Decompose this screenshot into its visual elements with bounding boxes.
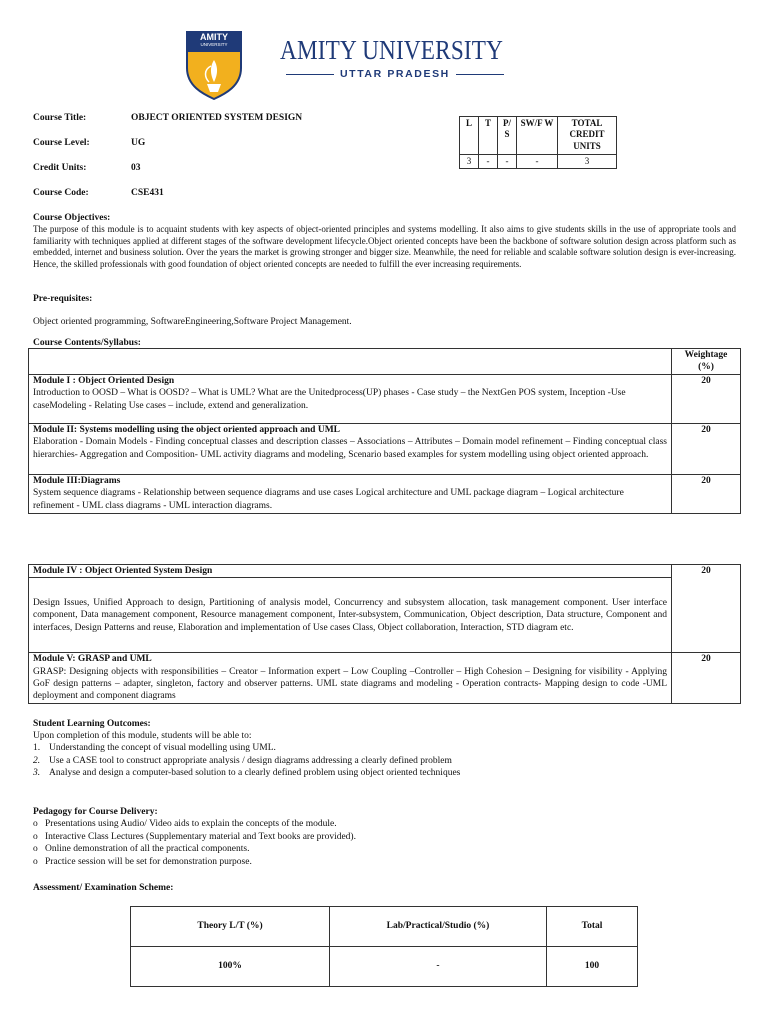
assessment-heading: Assessment/ Examination Scheme: <box>33 883 174 893</box>
outcome-item <box>33 742 733 755</box>
module-text: System sequence diagrams - Relationship between sequence diagrams and use cases Logical architecture and UML package diagram – Logical architecture refinement - UML class diagrams - UML interaction diagrams. <box>33 488 624 511</box>
campus-label: UTTAR PRADESH <box>340 68 450 80</box>
credit-value-swfw: - <box>517 155 558 169</box>
outcome-number: 3. <box>33 768 41 778</box>
syllabus-table-1 <box>28 348 741 514</box>
pedagogy-item <box>33 843 733 856</box>
course-code-value: CSE431 <box>131 188 164 198</box>
pedagogy-list <box>33 818 733 868</box>
module-title-cell <box>29 565 672 578</box>
module-title: Module IV : Object Oriented System Design <box>33 566 213 576</box>
credit-header-ps: P/ S <box>498 117 517 155</box>
outcomes-intro: Upon completion of this module, students will be able to: <box>33 731 252 741</box>
assessment-value-theory: 100% <box>131 947 330 987</box>
credit-header-swfw: SW/F W <box>517 117 558 155</box>
pedagogy-item <box>33 818 733 831</box>
credit-value-t: - <box>479 155 498 169</box>
module-title: Module I : Object Oriented Design <box>33 376 175 386</box>
logo-subtext: UNIVERSITY <box>200 42 228 47</box>
bullet-icon: o <box>33 819 38 829</box>
module-text: Design Issues, Unified Approach to design, Partitioning of analysis model, Concurrency and subsystem allocation, task management component. User interface component, Data management component, Resource management component, Inter-subsystem, Communication, Object description, Data structure, Component and interfaces, Design Patterns and reuse, Elaboration and implementation of Use cases Class, Object collaboration, Interaction, STD diagram etc. <box>29 578 672 653</box>
campus-rule-left <box>286 74 334 75</box>
outcome-text: Analyse and design a computer-based solution to a clearly defined problem using object oriented techniques <box>49 768 461 778</box>
module-text: Elaboration - Domain Models - Finding conceptual classes and description classes – Associations – Attributes – Domain model refinement – Finding conceptual class hierarchies- Aggregation and Composition- UML activity diagrams and modeling, Scenario based examples for system modelling using object oriented approach. <box>33 437 667 460</box>
outcome-text: Use a CASE tool to construct appropriate analysis / design diagrams addressing a clearly defined problem <box>49 755 452 766</box>
course-title-value: OBJECT ORIENTED SYSTEM DESIGN <box>131 113 303 123</box>
campus-rule-right <box>456 74 504 75</box>
pedagogy-item <box>33 831 733 844</box>
bullet-icon: o <box>33 831 38 842</box>
module-weight: 20 <box>672 424 741 475</box>
outcomes-heading: Student Learning Outcomes: <box>33 719 151 729</box>
pedagogy-text: Practice session will be set for demonstration purpose. <box>45 856 252 867</box>
assessment-header-theory: Theory L/T (%) <box>131 907 330 947</box>
university-logo <box>185 30 243 100</box>
objectives-text: The purpose of this module is to acquaint students with key aspects of object-oriented principles and systems modelling. It also aims to give students skills in the use of appropriate tools and familiarity with techniques applied at different stages of the software development lifecycle.Object oriented concepts have been the backbone of software solution design across platform such as embedded, internet and business solution. Over the years the market is growing stronger and bigger size. Meanwhile, the need for reliable and scalable software solution design is ever-increasing. Hence, the skilled professionals with good foundation of object oriented concepts are needed to fulfill the ever increasing requirements. <box>33 224 736 269</box>
credit-header-l: L <box>460 117 479 155</box>
course-title-label: Course Title: <box>33 113 87 123</box>
pedagogy-text: Presentations using Audio/ Video aids to explain the concepts of the module. <box>45 819 337 829</box>
weightage-header: Weightage (%) <box>672 349 741 375</box>
outcome-item <box>33 767 733 780</box>
prereq-text: Object oriented programming, SoftwareEngineering,Software Project Management. <box>33 317 352 327</box>
module-text: Introduction to OOSD – What is OOSD? – What is UML? What are the Unitedprocess(UP) phases - Case study – the NextGen POS system, Inception -Use caseModeling - Relating Use cases – include, extend and generalization. <box>33 388 626 411</box>
credit-table <box>459 116 617 169</box>
syllabus-table-2 <box>28 564 741 704</box>
course-level-label: Course Level: <box>33 138 90 148</box>
module-weight: 20 <box>672 565 741 653</box>
bullet-icon: o <box>33 856 38 867</box>
syllabus-header-blank <box>29 349 672 375</box>
credit-units-label: Credit Units: <box>33 163 87 173</box>
module-title: Module III:Diagrams <box>33 476 121 486</box>
pedagogy-text: Online demonstration of all the practical components. <box>45 844 250 854</box>
outcome-number: 1. <box>33 743 41 753</box>
module-cell <box>29 375 672 424</box>
logo-text: AMITY <box>200 32 228 42</box>
credit-header-t: T <box>479 117 498 155</box>
module-row <box>29 565 741 578</box>
pedagogy-text: Interactive Class Lectures (Supplementary material and Text books are provided). <box>45 831 356 842</box>
module-weight: 20 <box>672 653 741 703</box>
module-title: Module II: Systems modelling using the object oriented approach and UML <box>33 425 341 435</box>
outcome-text: Understanding the concept of visual modelling using UML. <box>49 743 276 753</box>
course-code-label: Course Code: <box>33 188 89 198</box>
module-row <box>29 653 741 703</box>
bullet-icon: o <box>33 844 38 854</box>
credit-value-total: 3 <box>558 155 617 169</box>
module-row <box>29 475 741 514</box>
prereq-heading: Pre-requisites: <box>33 294 93 304</box>
module-cell <box>29 424 672 475</box>
outcomes-list <box>33 742 733 780</box>
assessment-value-lab: - <box>330 947 547 987</box>
credit-header-total: TOTAL CREDIT UNITS <box>558 117 617 155</box>
pedagogy-heading: Pedagogy for Course Delivery: <box>33 807 158 817</box>
module-row <box>29 424 741 475</box>
course-level-value: UG <box>131 138 146 148</box>
assessment-table <box>130 906 638 987</box>
outcome-number: 2. <box>33 755 41 766</box>
module-row <box>29 375 741 424</box>
outcome-item <box>33 755 733 768</box>
objectives-heading: Course Objectives: <box>33 213 111 223</box>
credit-units-value: 03 <box>131 163 141 173</box>
assessment-header-total: Total <box>547 907 638 947</box>
university-name: AMITY UNIVERSITY <box>280 35 504 65</box>
assessment-value-total: 100 <box>547 947 638 987</box>
module-text: GRASP: Designing objects with responsibilities – Creator – Information expert – Low Coupling –Controller – High Cohesion – Designing for visibility - Applying GoF design patterns – adapter, singleton, factory and observer patterns. UML state diagrams and modeling - Operation contracts- Mapping design to code -UML deployment and component diagrams <box>33 666 667 702</box>
module-title: Module V: GRASP and UML <box>33 654 152 665</box>
module-cell <box>29 653 672 703</box>
pedagogy-item <box>33 856 733 869</box>
module-weight: 20 <box>672 375 741 424</box>
credit-value-l: 3 <box>460 155 479 169</box>
credit-value-ps: - <box>498 155 517 169</box>
campus-name <box>286 68 504 82</box>
assessment-header-lab: Lab/Practical/Studio (%) <box>330 907 547 947</box>
syllabus-heading: Course Contents/Syllabus: <box>33 338 141 348</box>
module-cell <box>29 475 672 514</box>
module-weight: 20 <box>672 475 741 514</box>
